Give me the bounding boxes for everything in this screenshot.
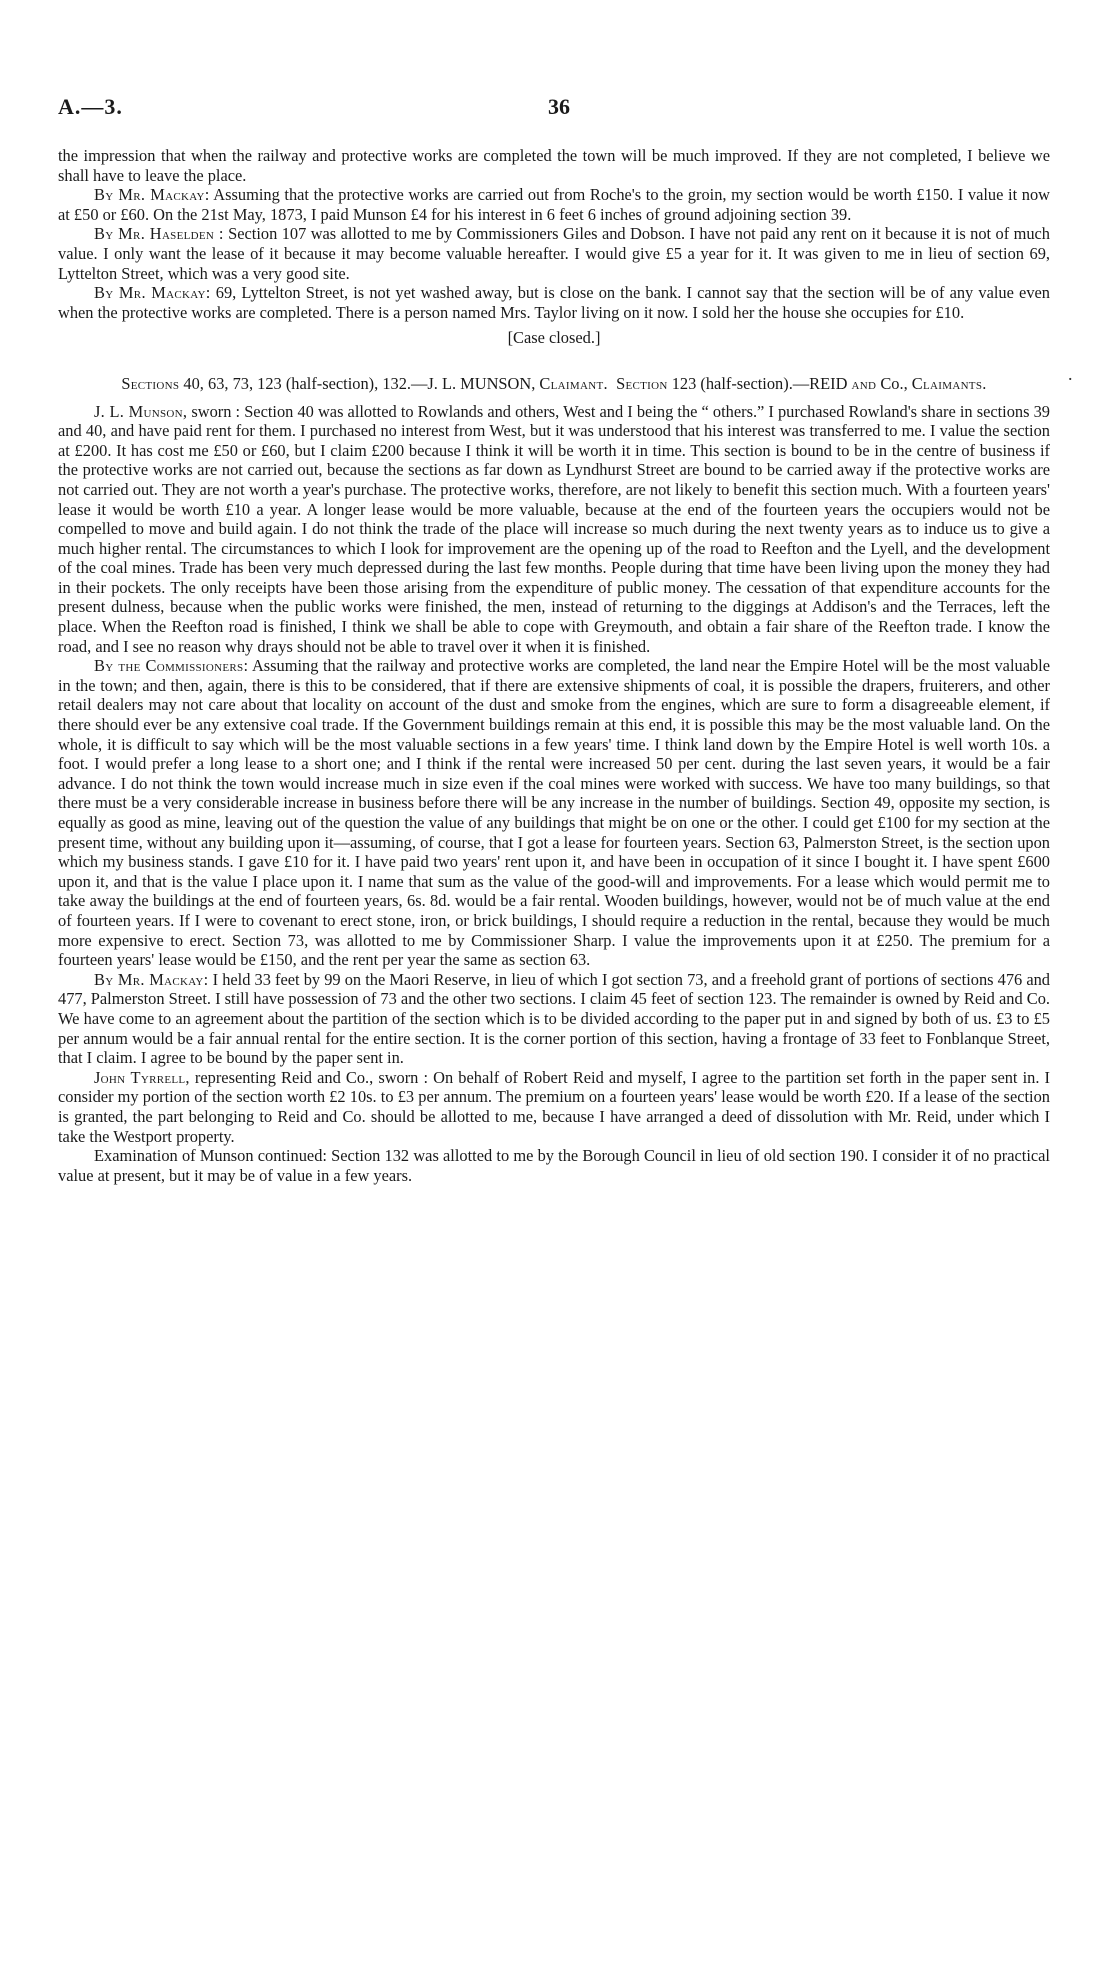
section-heading — [88, 374, 1020, 394]
paragraph-mackay-3 — [58, 970, 1050, 1068]
heading-claimant-word: Claimant. — [539, 373, 608, 393]
heading-co: Co., — [876, 373, 912, 393]
heading-sections-word: Sections — [121, 373, 180, 393]
paragraph-munson-sworn — [58, 402, 1050, 657]
document-reference: A.—3. — [58, 94, 123, 119]
paragraph-text: Assuming that the railway and protective works are completed, the land near the Empire Hotel will be the most valuable in the town; and then, again, there is this to be considered, that if there are extensive shipments of coal, it is possible the drapers, fruiterers, and other retail dealers may not care about that locality on account of the dust and smoke from the engines, which are sure to form a disagreeable element, if there should ever be any extensive coal trade. If the Government buildings remain at this end, it is possible this may be the most valuable land. On the whole, it is difficult to say which will be the most valuable sections in a few years' time. I think land down by the Empire Hotel is well worth 10s. a foot. I would prefer a long lease to a short one; and I think if the rental were increased 50 per cent. during the last seven years, it would be a fair advance. I do not think the town would increase much in size even if the coal mines were worked with success. We have too many buildings, so that there must be a very considerable increase in business before there will be any increase in the number of buildings. Section 49, opposite my section, is equally as good as mine, leaving out of the question the value of any buildings that might be on one or the other. I could get £100 for my section at the present time, without any building upon it—assuming, of course, that I got a lease for fourteen years. Section 63, Palmerston Street, is the section upon which my business stands. I gave £10 for it. I have paid two years' rent upon it, and have been in occupation of it since I bought it. I have spent £600 upon it, and that is the value I place upon it. I name that sum as the value of the good-will and improvements. For a lease which would permit me to take away the buildings at the end of fourteen years, 6s. 8d. would be a fair rental. Wooden buildings, however, would not be of much value at the end of fourteen years. If I were to covenant to erect stone, iron, or brick buildings, I should require a reduction in the rental, because they would be much more expensive to erect. Section 73, was allotted to me by Commissioner Sharp. I value the improvements upon it at £250. The premium for a fourteen years' lease would be £150, and the rent per year the same as section 63. — [58, 656, 1050, 970]
paragraph-text: Assuming that the protective works are carried out from Roche's to the groin, my section would be worth £150. I value it now at £50 or £60. On the 21st May, 1873, I paid Munson £4 for his interest in 6 feet 6 inches of ground adjoining section 39. — [58, 185, 1050, 224]
body-text — [58, 146, 1050, 1185]
page-header — [58, 94, 1058, 124]
paragraph-haselden — [58, 224, 1050, 283]
speaker: J. L. Munson, — [94, 401, 188, 421]
heading-section-detail: 123 (half-section).—REID — [667, 373, 852, 393]
speaker: John Tyrrell, — [94, 1067, 190, 1087]
heading-sections-list: 40, 63, 73, 123 (half-section), 132.—J. L. MUNSON, — [179, 373, 540, 393]
speaker: By Mr. Mackay: — [94, 283, 211, 303]
paragraph-examination-continued: Examination of Munson continued: Section 132 was allotted to me by the Borough Council in lieu of old section 190. I consider it of no practical value at present, but it may be of value in a few years. — [58, 1146, 1050, 1185]
heading-and-word: and — [851, 373, 877, 393]
paragraph-tyrrell — [58, 1068, 1050, 1146]
speaker: By Mr. Haselden : — [94, 224, 224, 244]
paragraph-text: sworn : Section 40 was allotted to Rowlands and others, West and I being the “ others.” I purchased Rowland's share in sections 39 and 40, and have paid rent for them. I purchased no interest from West, but it was understood that his interest was transferred to me. I value the section at £200. It has cost me £50 or £60, but I claim £200 because I think it will be worth it in time. This section is bound to be in the centre of business if the protective works are not carried out, because the sections as far down as Lyndhurst Street are bound to be carried away if the protective works are not carried out. They are not worth a year's purchase. The protective works, therefore, are not likely to benefit this section much. With a fourteen years' lease it would be worth £10 a year. A longer lease would be more valuable, because at the end of the fourteen years the occupiers would not be compelled to move and build again. I do not think the trade of the place will increase so much during the next twenty years as to induce us to give a much higher rental. The circumstances to which I look for improvement are the opening up of the road to Reefton and the Lyell, and the development of the coal mines. Trade has been very much depressed during the last few months. People during that time have been living upon the money they had in their pockets. The only receipts have been those arising from the expenditure of public money. The cessation of that expenditure accounts for the present dulness, because when the public works were finished, the men, instead of returning to the diggings at Addison's and the Terraces, left the place. When the Reefton road is finished, I think we shall be able to cope with Greymouth, and obtain a fair share of the Reefton trade. I know the road, and I see no reason why drays should not be able to travel over it when it is finished. — [58, 401, 1050, 656]
speaker: By the Commissioners: — [94, 656, 249, 676]
speaker: By Mr. Mackay: — [94, 969, 209, 989]
speaker: By Mr. Mackay: — [94, 185, 210, 205]
paragraph-text: representing Reid and Co., sworn : On behalf of Robert Reid and myself, I agree to the partition set forth in the paper sent in. I consider my portion of the section worth £2 10s. to £3 per annum. The premium on a fourteen years' lease would be worth £20. If a lease of the section is granted, the part belonging to Reid and Co. should be allotted to me, because I have arranged a deed of dissolution with Mr. Reid, under which I take the Westport property. — [58, 1067, 1050, 1146]
margin-mark: . — [1068, 364, 1073, 384]
heading-section-word: Section — [616, 373, 668, 393]
paragraph-commissioners — [58, 656, 1050, 970]
paragraph-mackay-1 — [58, 185, 1050, 224]
heading-claimants-word: Claimants. — [911, 373, 987, 393]
paragraph-text: I held 33 feet by 99 on the Maori Reserve, in lieu of which I got section 73, and a freehold grant of portions of sections 476 and 477, Palmerston Street. I still have possession of 73 and the other two sections. I claim 45 feet of section 123. The remainder is owned by Reid and Co. We have come to an agreement about the partition of the section which is to be divided according to the paper put in and signed by both of us. £3 to £5 per annum would be a fair annual rental for the entire section. It is the corner portion of this section, having a frontage of 33 feet to Fonblanque Street, that I claim. I agree to be bound by the paper sent in. — [58, 969, 1050, 1068]
paragraph-text: 69, Lyttelton Street, is not yet washed away, but is close on the bank. I cannot say that the section will be of any value even when the protective works are completed. There is a person named Mrs. Taylor living on it now. I sold her the house she occupies for £10. — [58, 283, 1050, 322]
paragraph-mackay-2 — [58, 283, 1050, 322]
paragraph-text: Section 107 was allotted to me by Commissioners Giles and Dobson. I have not paid any rent on it because it is not of much value. I only want the lease of it because it may become valuable hereafter. I would give £5 a year for it. It was given to me in lieu of section 69, Lyttelton Street, which was a very good site. — [58, 224, 1051, 283]
paragraph-continuation: the impression that when the railway and protective works are completed the town will be much improved. If they are not completed, I believe we shall have to leave the place. — [58, 146, 1050, 185]
case-closed-note: [Case closed.] — [507, 328, 601, 348]
page-number: 36 — [548, 94, 570, 119]
